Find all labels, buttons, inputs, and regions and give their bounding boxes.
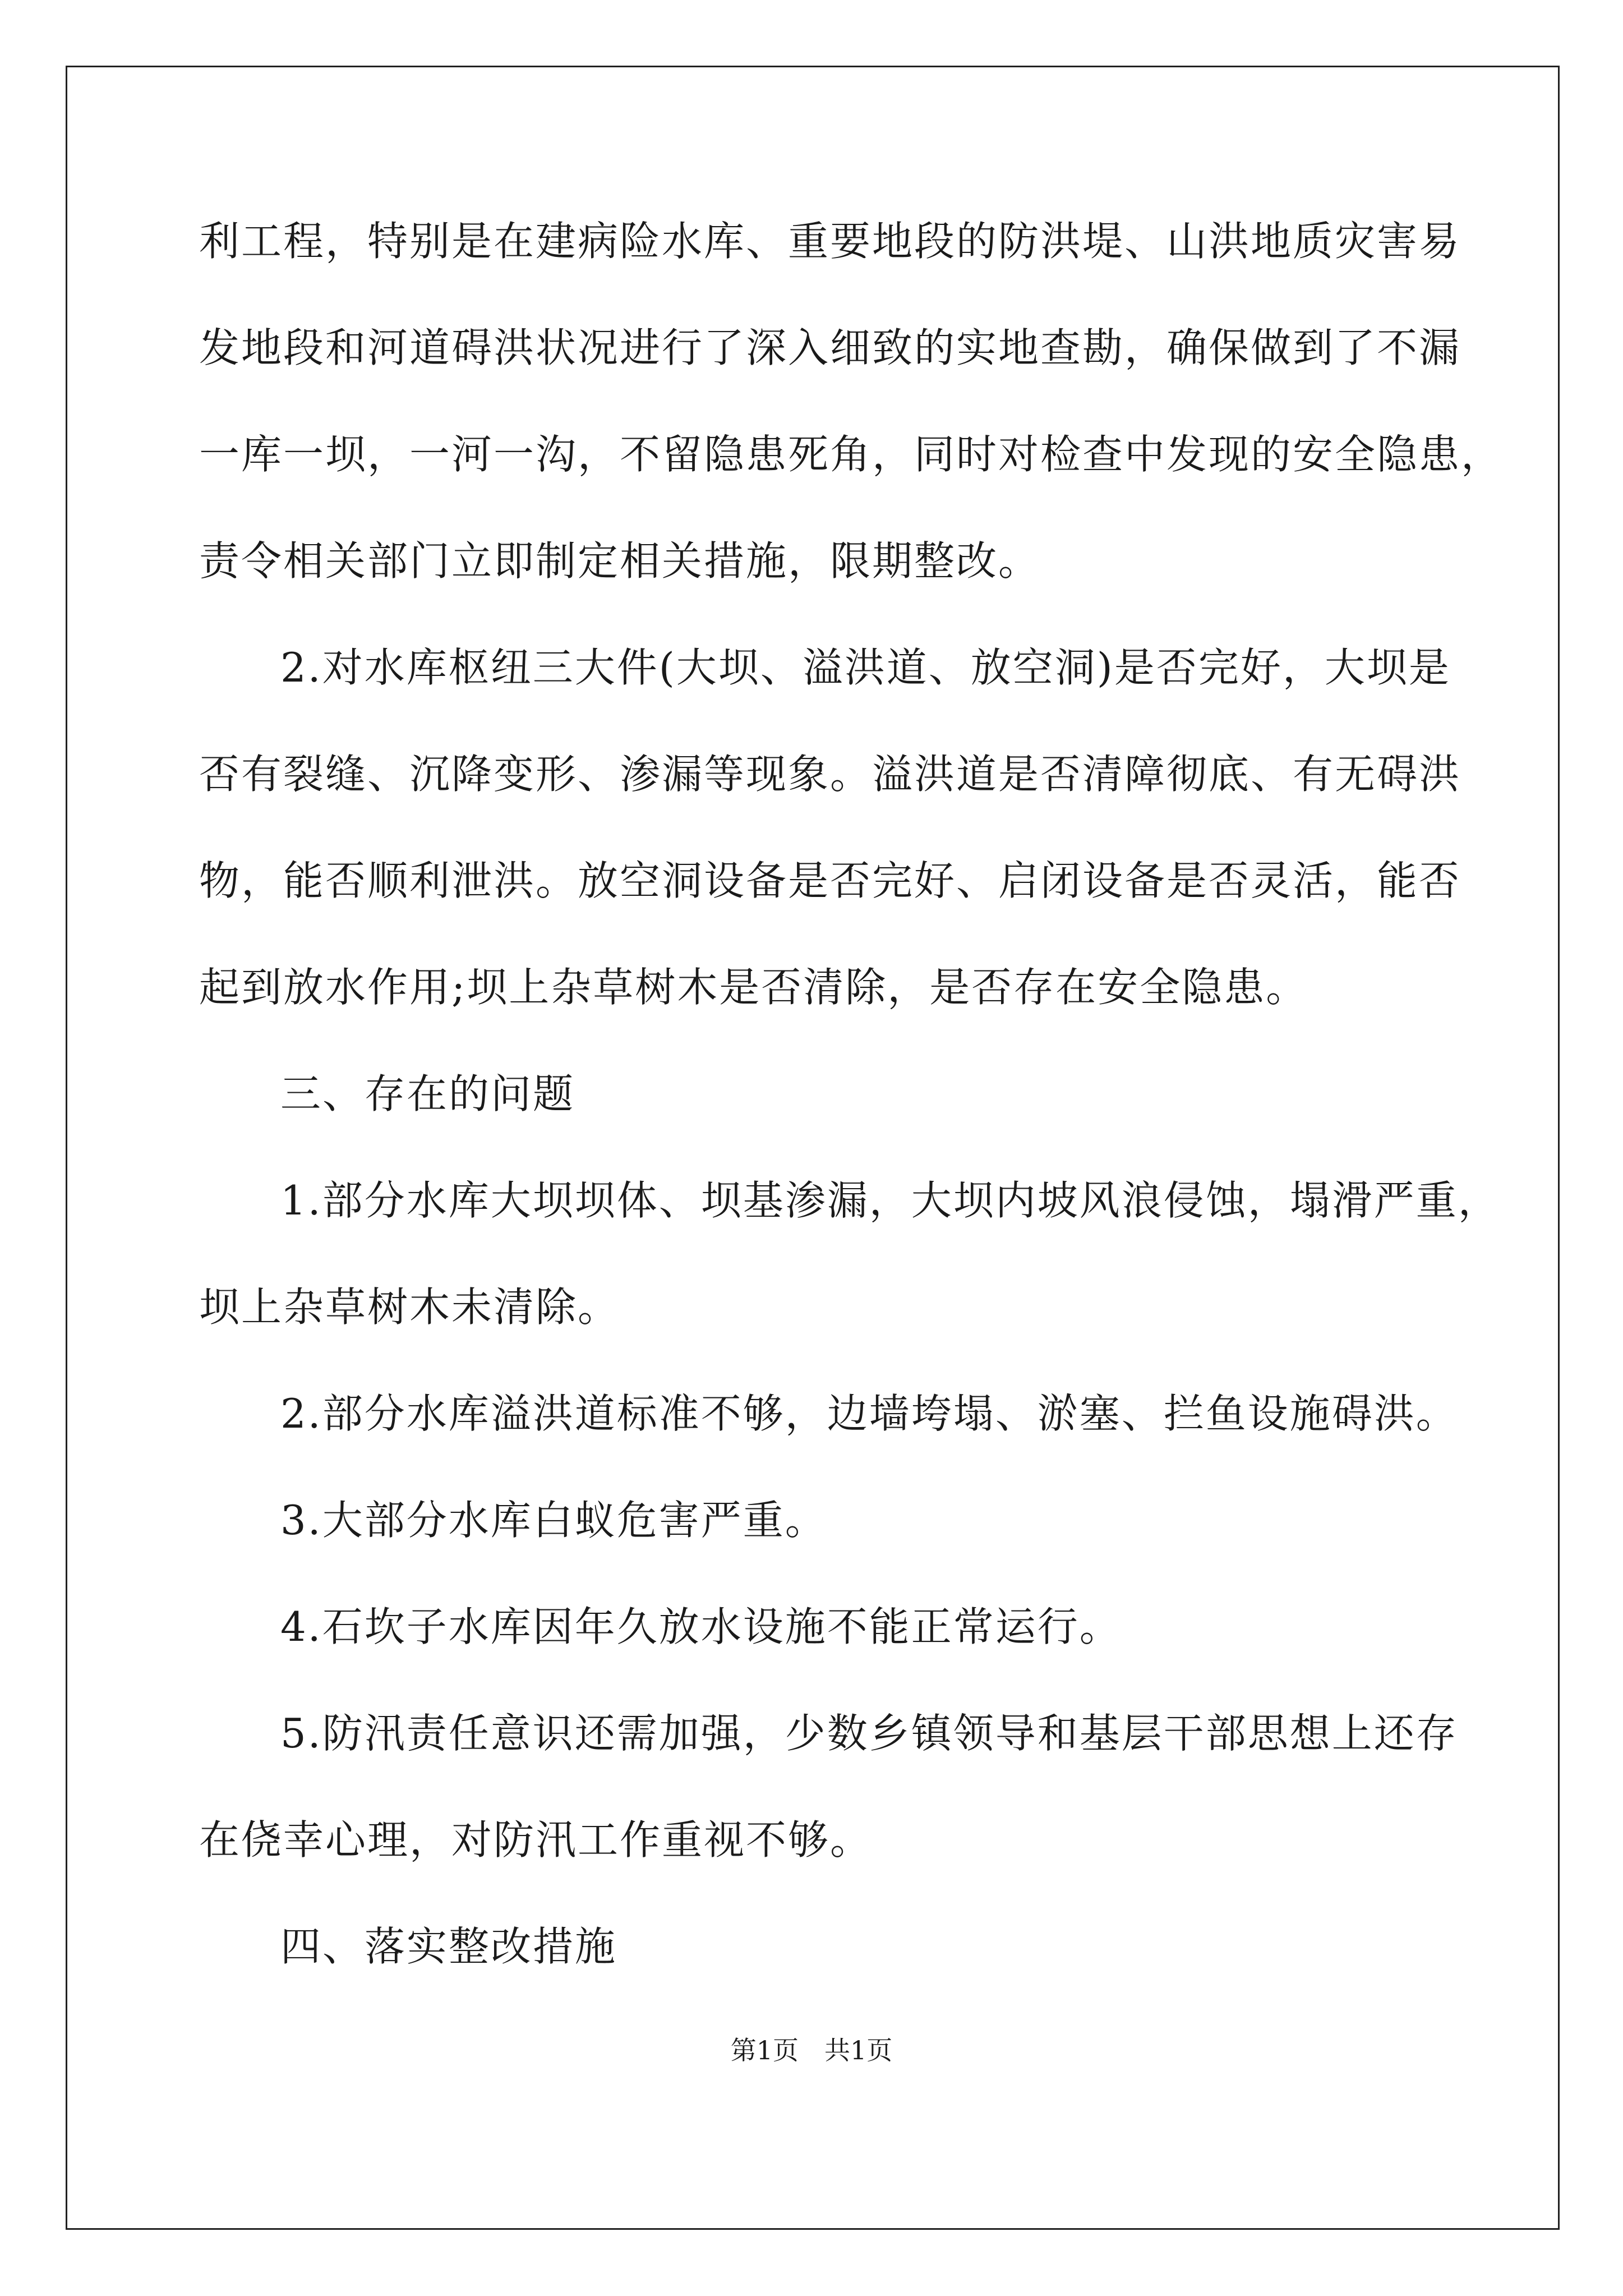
text-line: 一库一坝，一河一沟，不留隐患死角，同时对检查中发现的安全隐患， bbox=[199, 431, 1504, 478]
text-line: 1.部分水库大坝坝体、坝基渗漏，大坝内坡风浪侵蚀，塌滑严重， bbox=[280, 1177, 1500, 1224]
text-line: 2.部分水库溢洪道标准不够，边墙垮塌、淤塞、拦鱼设施碍洪。 bbox=[280, 1390, 1458, 1437]
section-heading: 三、存在的问题 bbox=[280, 1070, 575, 1117]
text-line: 物，能否顺利泄洪。放空洞设备是否完好、启闭设备是否灵活，能否 bbox=[199, 857, 1461, 904]
text-line: 利工程，特别是在建病险水库、重要地段的防洪堤、山洪地质灾害易 bbox=[199, 218, 1461, 265]
text-line: 2.对水库枢纽三大件(大坝、溢洪道、放空洞)是否完好，大坝是 bbox=[280, 644, 1451, 691]
text-line: 否有裂缝、沉降变形、渗漏等现象。溢洪道是否清障彻底、有无碍洪 bbox=[199, 751, 1461, 798]
section-heading: 四、落实整改措施 bbox=[280, 1923, 617, 1970]
text-line: 4.石坎子水库因年久放水设施不能正常运行。 bbox=[280, 1603, 1122, 1650]
text-line: 责令相关部门立即制定相关措施，限期整改。 bbox=[199, 537, 1041, 585]
text-line: 坝上杂草树木未清除。 bbox=[199, 1283, 620, 1331]
text-line: 发地段和河道碍洪状况进行了深入细致的实地查勘，确保做到了不漏 bbox=[199, 324, 1461, 371]
text-line: 起到放水作用;坝上杂草树木是否清除，是否存在安全隐患。 bbox=[199, 964, 1308, 1011]
text-line: 3.大部分水库白蚁危害严重。 bbox=[280, 1497, 827, 1544]
text-line: 在侥幸心理，对防汛工作重视不够。 bbox=[199, 1816, 873, 1864]
text-line: 5.防汛责任意识还需加强，少数乡镇领导和基层干部思想上还存 bbox=[280, 1710, 1458, 1757]
page-border bbox=[66, 66, 1560, 2230]
page-footer: 第1页 共1页 bbox=[730, 2035, 893, 2065]
